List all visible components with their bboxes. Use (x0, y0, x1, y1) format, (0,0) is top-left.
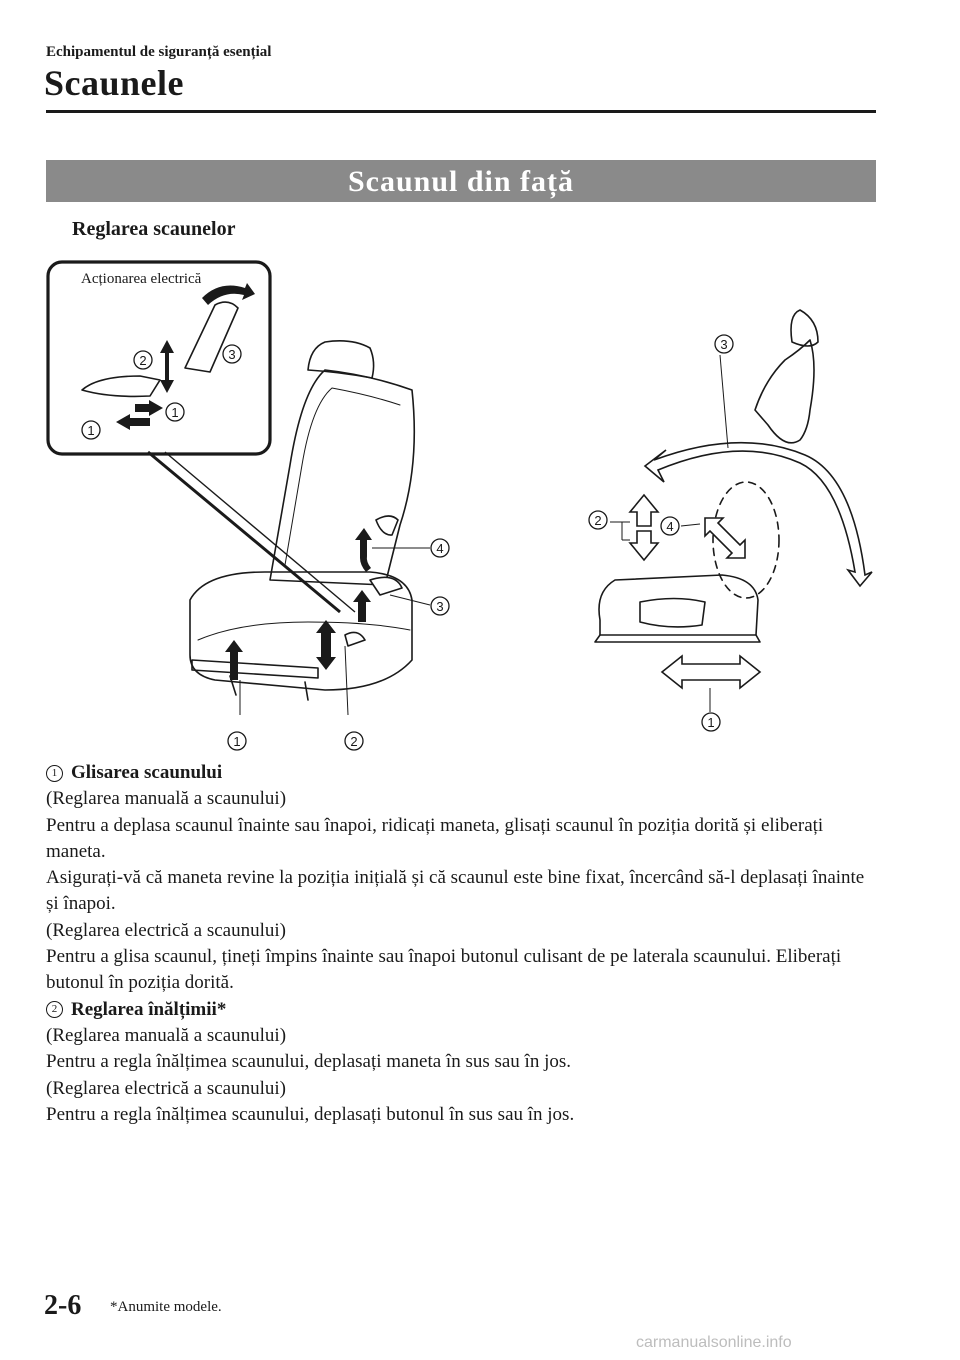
right-seat-cushion (599, 575, 758, 635)
item-1-title: Glisarea scaunului (71, 762, 223, 783)
callout-2-inset (134, 351, 152, 369)
item-1-heading (46, 760, 876, 786)
callout-3-inset (223, 345, 241, 363)
svg-text:3: 3 (436, 599, 444, 614)
item-number-badge: 1 (46, 765, 63, 782)
paragraph: Pentru a regla înălțimea scaunului, deplasați maneta în sus sau în jos. (46, 1051, 572, 1073)
slide-lever (345, 632, 365, 646)
recline-lever (376, 516, 398, 535)
svg-text:3: 3 (228, 347, 236, 362)
callout-1-inset-right (166, 403, 184, 421)
callout-2-left-seat (345, 732, 363, 750)
callout-1-inset-left (82, 421, 100, 439)
callout-1-right-seat (702, 713, 720, 731)
svg-text:2: 2 (139, 353, 147, 368)
paragraph: Asigurați-vă că maneta revine la poziția inițială și că scaunul este bine fixat, încercând să-l deplasați înainte și înapoi. (46, 867, 865, 915)
right-seat-backrest (755, 340, 814, 443)
watermark: carmanualsonline.info (636, 1334, 792, 1351)
seat-adjustment-illustration (40, 250, 920, 765)
paragraph: (Reglarea manuală a scaunului) (46, 1024, 287, 1046)
callout-4-left-seat (431, 539, 449, 557)
item-2-title: Reglarea înălțimii* (71, 998, 227, 1020)
svg-text:3: 3 (720, 337, 728, 352)
paragraph: Pentru a glisa scaunul, țineți împins înainte sau înapoi butonul culisant de pe laterala scaunului. Eliberați butonul în poziția dorită. (46, 946, 842, 994)
inset-label: Acționarea electrică (81, 271, 202, 287)
item-2-heading (46, 997, 876, 1023)
left-seat-rail (192, 660, 318, 678)
svg-text:1: 1 (233, 734, 241, 749)
callout-1-left-seat (228, 732, 246, 750)
paragraph: (Reglarea electrică a scaunului) (46, 1077, 286, 1099)
footnote: *Anumite modele. (110, 1299, 222, 1315)
header-rule (46, 110, 876, 113)
svg-text:4: 4 (666, 519, 674, 534)
svg-text:1: 1 (87, 423, 95, 438)
svg-text:1: 1 (707, 715, 715, 730)
section-label: Echipamentul de siguranță esențial (46, 44, 272, 60)
svg-text:2: 2 (594, 513, 602, 528)
subsection-title: Reglarea scaunelor (72, 218, 236, 240)
page-number: 2-6 (44, 1290, 82, 1321)
callout-3-right-seat (715, 335, 733, 353)
right-seat-headrest (791, 310, 818, 346)
paragraph: Pentru a regla înălțimea scaunului, deplasați butonul în sus sau în jos. (46, 1103, 575, 1125)
item-number-badge: 2 (46, 1001, 63, 1018)
paragraph: (Reglarea electrică a scaunului) (46, 919, 286, 941)
section-banner: Scaunul din față (46, 160, 876, 202)
paragraph: (Reglarea manuală a scaunului) (46, 788, 287, 810)
svg-text:4: 4 (436, 541, 444, 556)
paragraph: Pentru a deplasa scaunul înainte sau înapoi, ridicați maneta, glisați scaunul în poziția dorită și eliberați maneta. (46, 814, 824, 862)
inset-leader-line (148, 452, 340, 612)
instructions (46, 760, 876, 1128)
left-seat-headrest (308, 341, 374, 378)
callout-3-left-seat (431, 597, 449, 615)
callout-4-right-seat (661, 517, 679, 535)
chapter-title: Scaunele (44, 63, 185, 103)
svg-text:1: 1 (171, 405, 179, 420)
svg-text:2: 2 (350, 734, 358, 749)
callout-2-right-seat (589, 511, 607, 529)
